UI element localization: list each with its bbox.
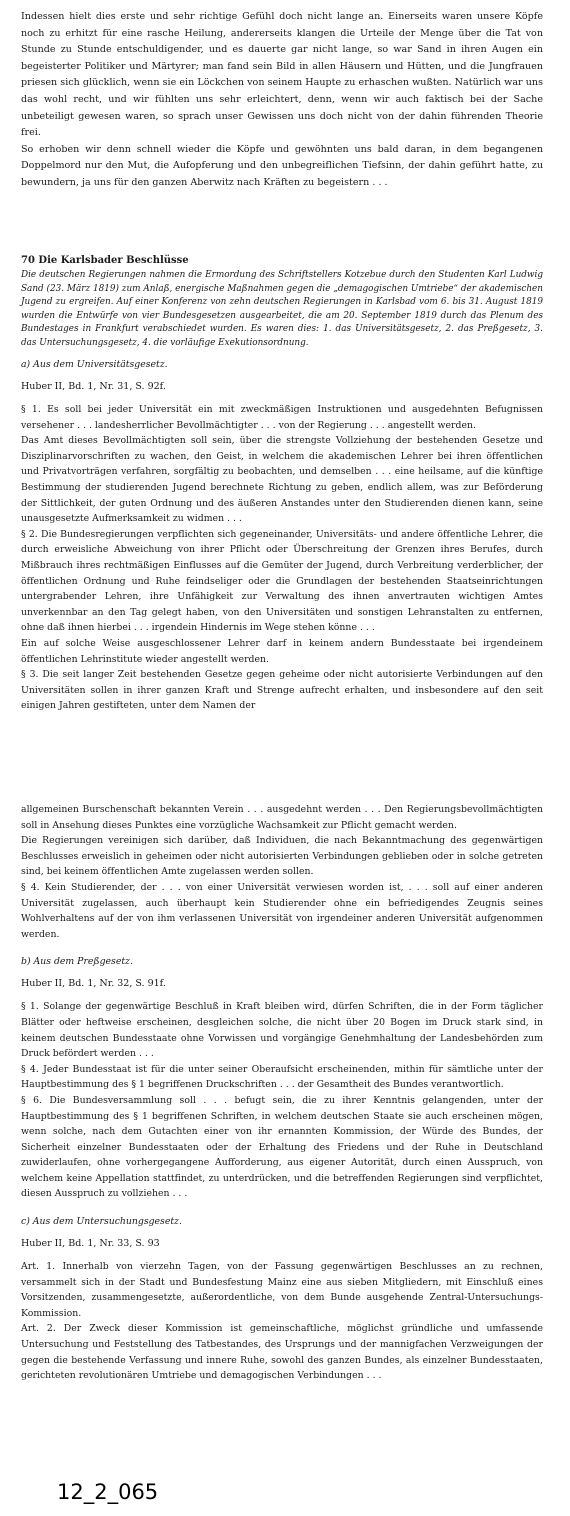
section-intro: Die deutschen Regierungen nahmen die Ermordung des Schriftstellers Kotzebue durch den Studenten Karl Ludwig Sand (23. März 1819) zum Anlaß, energische Maßnahmen gegen die „demagogischen Umtriebe“ der akademischen Jugend zu ergreifen. Auf einer Konferenz von zehn deutschen Regierungen in Karlsbad vom 6. bis 31. August 1819 wurden die Entwürfe von vier Bundesgesetzen ausgearbeitet, die am 20. September 1819 durch das Plenum des Bundestages in Frankfurt verabschiedet wurden. Es waren dies: 1. das Universitätsgesetz, 2. das Preßgesetz, 3. das Untersuchungsgesetz, 4. die vorläufige Exekutionsordnung. xyxy=(21,270,543,348)
part-c-heading: c) Aus dem Untersuchungsgesetz. xyxy=(21,1216,182,1228)
part-c-source: Huber II, Bd. 1, Nr. 33, S. 93 xyxy=(21,1238,160,1250)
part-a-source: Huber II, Bd. 1, Nr. 31, S. 92f. xyxy=(21,381,166,392)
reference-number: 12_2_065 xyxy=(57,1480,159,1504)
part-a-paragraph-s4: § 4. Kein Studierender, der . . . von einer Universität verwiesen worden ist, . . . soll auf einer anderen Universität zugelassen, auch überhaupt kein Studierender ohne ein befriedigendes Zeugnis seines Wohlverhaltens auf der von ihm verlassenen Universität von irgendeiner anderen Universität aufgenommen werden. xyxy=(21,881,543,940)
part-b-paragraph-s1: § 1. Solange der gegenwärtige Beschluß in Kraft bleiben wird, dürfen Schriften, die in der Form täglicher Blätter oder heftweise erscheinen, desgleichen solche, die nicht über 20 Bogen im Druck stark sind, in keinem deutschen Bundesstaate ohne Vorwissen und vorgängige Genehmhaltung der Landesbehörden zum Druck befördert werden . . . xyxy=(21,1001,543,1060)
part-a-paragraph-s2: § 2. Die Bundesregierungen verpflichten sich gegeneinander, Universitäts- und andere öffentliche Lehrer, die durch erweisliche Abweichung von ihrer Pflicht oder Überschreitung der Grenzen ihres Berufes, durch Mißbrauch ihres rechtmäßigen Einflusses auf die Gemüter der Jugend, durch Verbreitung verderblicher, der öffentlichen Ordnung und Ruhe feindseliger oder die Grundlagen der bestehenden Staatseinrichtungen untergrabender Lehren, ihre Unfähigkeit zur Verwaltung des ihnen anvertrauten wichtigen Amtes unverkennbar an den Tag gelegt haben, von den Universitäten und sonstigen Lehranstalten zu entfernen, ohne daß ihnen hierbei . . . irgendein Hindernis im Wege stehen könne . . . xyxy=(21,528,543,634)
part-a-paragraph-s3c: Die Regierungen vereinigen sich darüber, daß Individuen, die nach Bekanntmachung des gegenwärtigen Beschlusses erweislich in geheimen oder nicht autorisierten Verbindungen geblieben oder in solche getreten sind, bei keinem öffentlichen Amte zugelassen werden sollen. xyxy=(21,835,543,878)
part-c-paragraph-art1: Art. 1. Innerhalb von vierzehn Tagen, von der Fassung gegenwärtigen Beschlusses an zu rechnen, versammelt sich in der Stadt und Bundesfestung Mainz eine aus sieben Mitgliedern, mit Einschluß eines Vorsitzenden, zusammengesetzte, außerordentliche, von dem Bunde ausgehende Zentral-Untersuchungs-Kommission. xyxy=(21,1261,543,1319)
part-b-heading: b) Aus dem Preßgesetz. xyxy=(21,956,133,968)
continuation-paragraph-2: So erhoben wir denn schnell wieder die Köpfe und gewöhnten uns bald daran, in dem begangenen Doppelmord nur den Mut, die Aufopferung und den unbegreiflichen Tiefsinn, der dahin geführt hatte, zu bewundern, ja uns für den ganzen Aberwitz nach Kräften zu begeistern . . . xyxy=(21,143,543,188)
part-a-paragraph-s1: § 1. Es soll bei jeder Universität ein mit zweckmäßigen Instruktionen und ausgedehnten Befugnissen versehener . . . landesherrlicher Bevollmächtigter . . . von der Regierung . . . angestellt werden. xyxy=(21,404,543,431)
section-header-block xyxy=(21,253,543,714)
part-b-paragraph-s4: § 4. Jeder Bundesstaat ist für die unter seiner Oberaufsicht erscheinenden, mithin für sämtliche unter der Hauptbestimmung des § 1 begriffenen Druckschriften . . . der Gesamtheit des Bundes verantwortlich. xyxy=(21,1063,543,1091)
part-c-paragraph-art2: Art. 2. Der Zweck dieser Kommission ist gemeinschaftliche, möglichst gründliche und umfassende Untersuchung und Feststellung des Tatbestandes, des Ursprungs und der mannigfachen Verzweigungen der gegen die bestehende Verfassung und innere Ruhe, sowohl des ganzen Bundes, als einzelner Bundesstaaten, gerichteten revolutionären Umtriebe und demagogischen Verbindungen . . . xyxy=(21,1323,543,1382)
part-a-paragraph-s3: § 3. Die seit langer Zeit bestehenden Gesetze gegen geheime oder nicht autorisierte Verbindungen auf den Universitäten sollen in ihrer ganzen Kraft und Strenge aufrecht erhalten, und insbesondere auf den seit einigen Jahren gestifteten, unter dem Namen der xyxy=(21,669,543,712)
part-a-paragraph-s2b: Ein auf solche Weise ausgeschlossener Lehrer darf in keinem andern Bundesstaate bei irgendeinem öffentlichen Lehrinstitute wieder angestellt werden. xyxy=(21,637,543,665)
part-a-paragraph-s3b: allgemeinen Burschenschaft bekannten Verein . . . ausgedehnt werden . . . Den Regierungsbevollmächtigten soll in Ansehung dieses Punktes eine vorzügliche Wachsamkeit zur Pflicht gemacht werden. xyxy=(21,804,543,831)
part-a-paragraph-s1b: Das Amt dieses Bevollmächtigten soll sein, über die strengste Vollziehung der bestehenden Gesetze und Disziplinarvorschriften zu wachen, den Geist, in welchem die akademischen Lehrer bei ihren öffentlichen und Privatvorträgen verfahren, sorgfältig zu beobachten, und demselben . . . eine heilsame, auf die künftige Bestimmung der studierenden Jugend berechnete Richtung zu geben, endlich allem, was zur Beförderung der Sittlichkeit, der guten Ordnung und des äußeren Anstandes unter den Studierenden dienen kann, seine unausgesetzte Aufmerksamkeit zu widmen . . . xyxy=(21,435,543,525)
part-b-paragraph-s6: § 6. Die Bundesversammlung soll . . . befugt sein, die zu ihrer Kenntnis gelangenden, unter der Hauptbestimmung des § 1 begriffenen Schriften, in welchem deutschen Staate sie auch erscheinen mögen, wenn solche, nach dem Gutachten einer von ihr ernannten Kommission, der Würde des Bundes, der Sicherheit einzelner Bundesstaaten oder der Erhaltung des Friedens und der Ruhe in Deutschland zuwiderlaufen, ohne vorhergegangene Aufforderung, aus eigener Autorität, durch einen Ausspruch, von welchem keine Appellation stattfindet, zu unterdrücken, und die betreffenden Regierungen sind verpflichtet, diesen Ausspruch zu vollziehen . . . xyxy=(21,1094,543,1200)
top-text-block xyxy=(21,9,543,192)
lower-text-block xyxy=(21,802,543,1384)
part-b-source: Huber II, Bd. 1, Nr. 32, S. 91f. xyxy=(21,978,166,990)
section-title: 70 Die Karlsbader Beschlüsse xyxy=(21,255,189,266)
continuation-paragraph-1: Indessen hielt dies erste und sehr richtige Gefühl doch nicht lange an. Einerseits waren unsere Köpfe noch zu erhitzt für eine rasche Heilung, andererseits klangen die Urteile der Menge über die Tat von Stunde zu Stunde entschuldigender, und es dauerte gar nicht lange, so war Sand in ihren Augen ein begeisterter Politiker und Märtyrer; man fand sein Bild in allen Häusern und Hütten, und die Jungfrauen priesen sich glücklich, wenn sie ein Löckchen von seinem Haupte zu erhaschen wußten. Natürlich war uns das wohl recht, und wir fühlten uns sehr erleichtert, denn, wenn wir auch faktisch bei der Sache unbeteiligt gewesen waren, so sprach unser Gewissen uns doch nicht von der dahin führenden Theorie frei. xyxy=(21,11,543,139)
part-a-heading: a) Aus dem Universitätsgesetz. xyxy=(21,359,168,370)
